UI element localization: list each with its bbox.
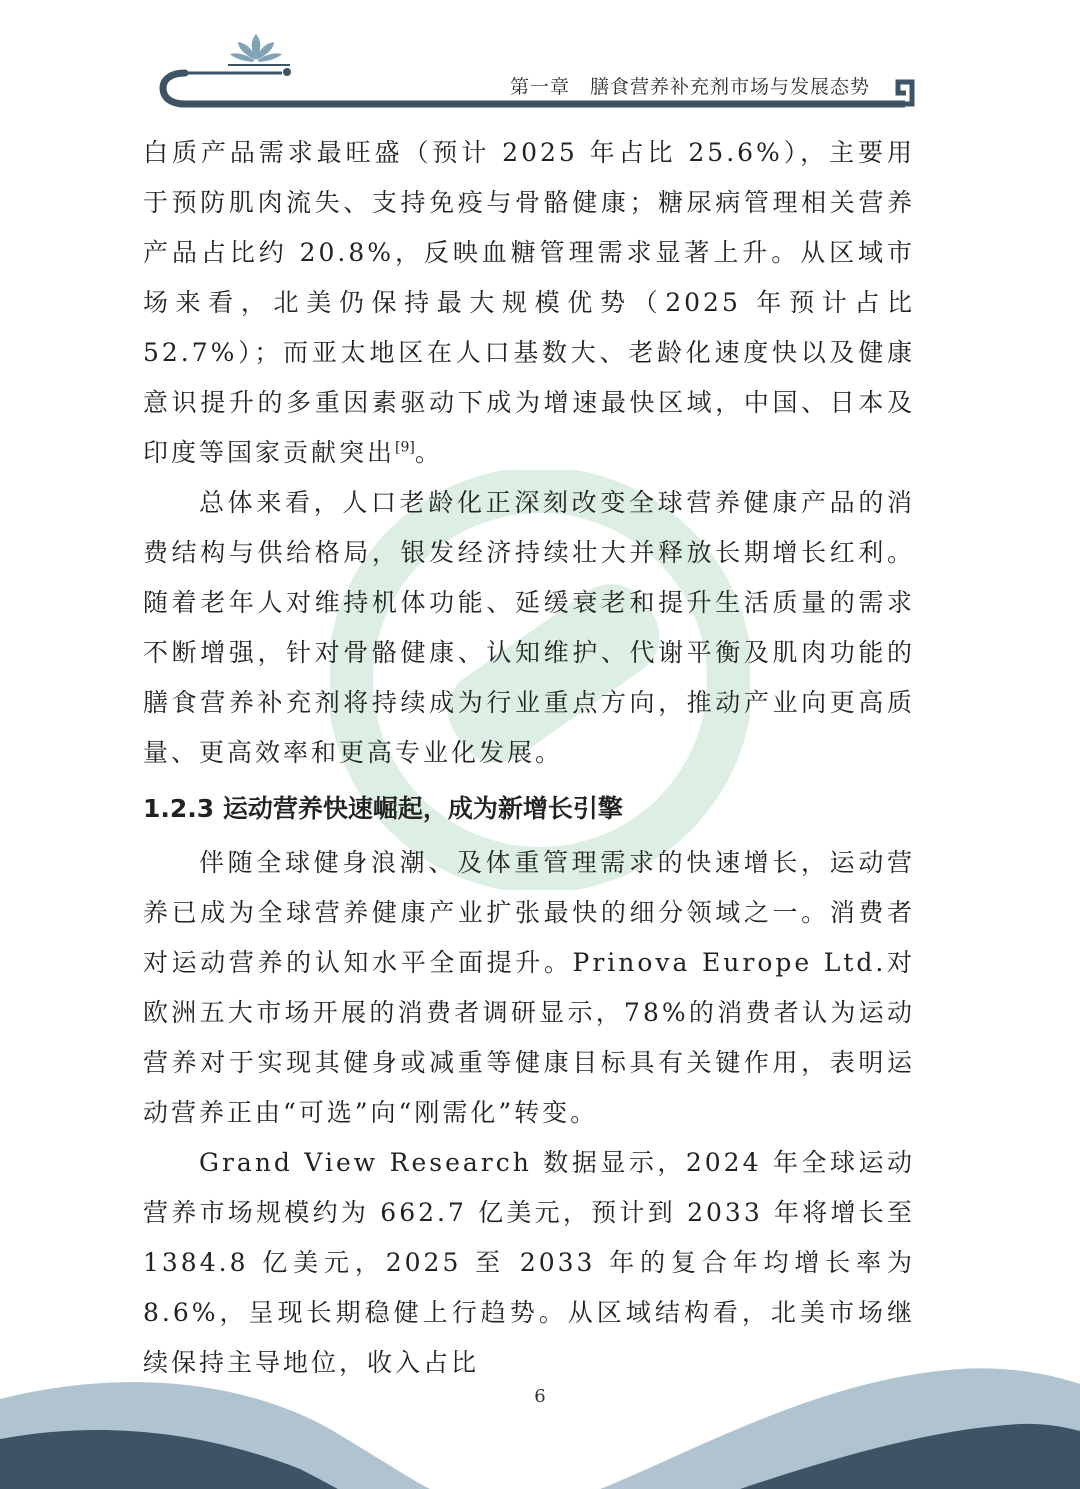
paragraph-end: 。 xyxy=(414,438,443,467)
lotus-icon xyxy=(230,34,282,62)
chapter-title: 第一章 膳食营养补充剂市场与发展态势 xyxy=(509,76,870,98)
page-number: 6 xyxy=(534,1386,546,1407)
paragraph-text: 白质产品需求最旺盛（预计 2025 年占比 25.6%），主要用于预防肌肉流失、支持免疫与骨骼健康；糖尿病管理相关营养产品占比约 20.8%，反映血糖管理需求显著上升。从区域市场来看，北美仍保持最大规模优势（2025 年预计占比 52.7%）；而亚太地区在人口基数大、老龄化速度快以及健康意识提升的多重因素驱动下成为增速最快区域，中国、日本及印度等国家贡献突出 xyxy=(143,138,915,467)
section-heading: 1.2.3 运动营养快速崛起，成为新增长引擎 xyxy=(143,794,623,823)
paragraph xyxy=(143,128,915,478)
header-ornament xyxy=(0,0,1080,130)
paragraph: Grand View Research 数据显示，2024 年全球运动营养市场规模约为 662.7 亿美元，预计到 2033 年将增长至 1384.8 亿美元，2025 至 2033 年的复合年均增长率为 8.6%，呈现长期稳健上行趋势。从区域结构看，北美市场继续保持主导地位，收入占比 xyxy=(143,1148,915,1377)
paragraph: 总体来看，人口老龄化正深刻改变全球营养健康产品的消费结构与供给格局，银发经济持续壮大并释放长期增长红利。随着老年人对维持机体功能、延缓衰老和提升生活质量的需求不断增强，针对骨骼健康、认知维护、代谢平衡及肌肉功能的膳食营养补充剂将持续成为行业重点方向，推动产业向更高质量、更高效率和更高专业化发展。 xyxy=(143,488,915,767)
citation-ref: [9] xyxy=(395,439,415,456)
footer-wave-decoration xyxy=(0,1339,1080,1489)
paragraph: 伴随全球健身浪潮、及体重管理需求的快速增长，运动营养已成为全球营养健康产业扩张最快的细分领域之一。消费者对运动营养的认知水平全面提升。Prinova Europe Ltd.对欧洲五大市场开展的消费者调研显示，78%的消费者认为运动营养对于实现其健身或减重等健康目标具有关键作用，表明运动营养正由“可选”向“刚需化”转变。 xyxy=(143,848,915,1127)
body-content xyxy=(143,128,915,1388)
